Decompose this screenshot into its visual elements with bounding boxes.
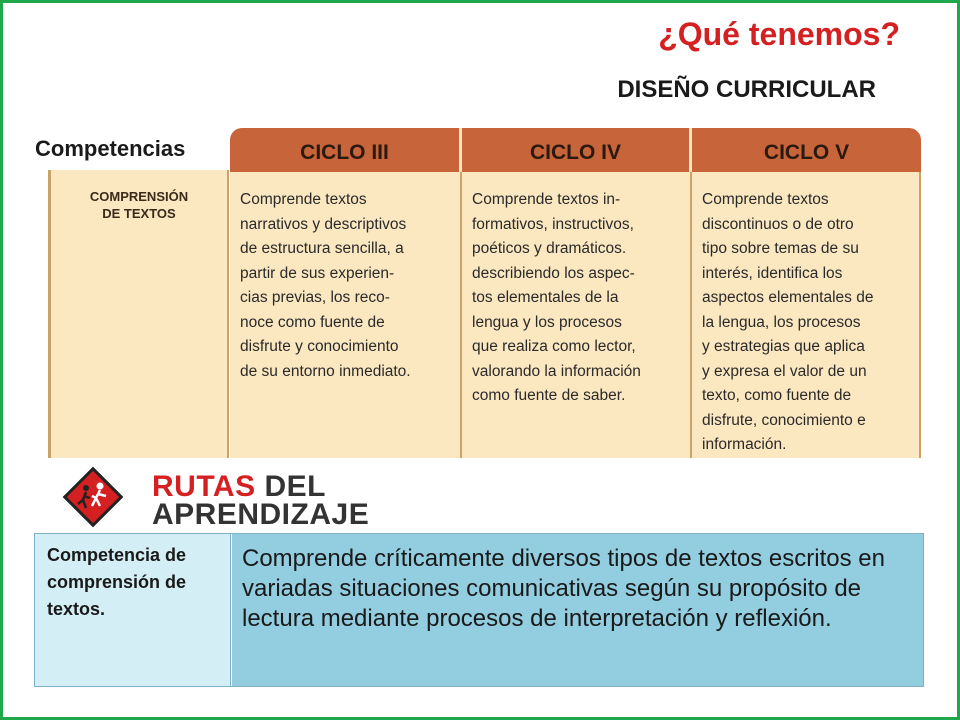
curriculum-table: [48, 128, 921, 458]
rutas-logo: [48, 462, 370, 532]
cycle-header-iii: CICLO III: [230, 128, 462, 172]
competencia-label: Competencia de comprensión de textos.: [35, 534, 231, 686]
cycle-cell-iv: Comprende textos in- formativos, instructivos, poéticos y dramáticos. describiendo los aspec- tos elementales de la lengua y los procesos que realiza como lector, valorando la información como fuente de saber.: [462, 172, 692, 458]
cycle-header-v: CICLO V: [763, 141, 850, 164]
row-label-cell: [48, 170, 229, 458]
cycle-header-band: [230, 128, 921, 172]
cycle-cells: [230, 172, 921, 458]
cycle-cell-v: Comprende textos discontinuos o de otro tipo sobre temas de su interés, identifica los aspectos elementales de la lengua, los procesos y estrategias que aplica y expresa el valor de un texto, como fuente de disfrute, conocimiento e información.: [692, 172, 921, 458]
logo-word-aprendizaje: APRENDIZAJE: [152, 498, 370, 531]
competencia-table: [34, 533, 924, 687]
slide-subtitle: DISEÑO CURRICULAR: [617, 76, 876, 103]
row-label: COMPRENSIÓN DE TEXTOS: [89, 189, 189, 221]
competencia-text: Comprende críticamente diversos tipos de textos escritos en variadas situaciones comunicativas según su propósito de lectura mediante procesos de interpretación y reflexión.: [232, 534, 923, 686]
slide-title: ¿Qué tenemos?: [658, 16, 900, 52]
competencias-label: Competencias: [35, 136, 186, 161]
logo-word-rutas: RUTAS: [152, 470, 256, 503]
cycle-cell-iii: Comprende textos narrativos y descriptivos de estructura sencilla, a partir de sus experien- cias previas, los reco- noce como fuente de disfrute y conocimiento de su entorno inmediato.: [230, 172, 462, 458]
cycle-header-iv: CICLO IV: [462, 128, 692, 172]
rutas-logo-icon: [62, 466, 124, 528]
logo-word-del: DEL: [264, 470, 326, 503]
